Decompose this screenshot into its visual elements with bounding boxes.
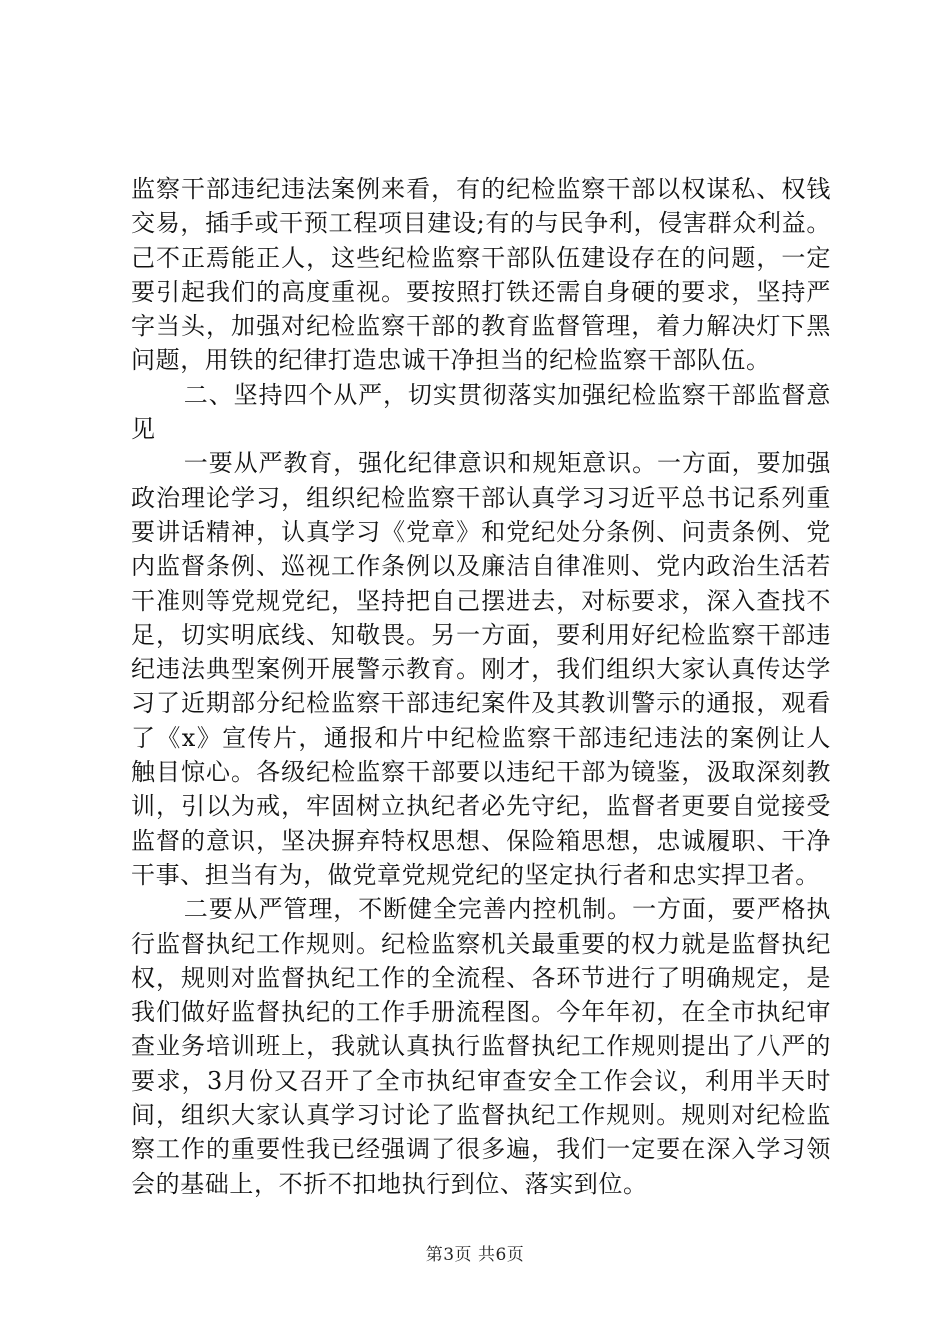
paragraph-strict-management: 二要从严管理，不断健全完善内控机制。一方面，要严格执行监督执纪工作规则。纪检监察机关最重要的权力就是监督执纪权，规则对监督执纪工作的全流程、各环节进行了明确规定，是我们做好监督执纪的工作手册流程图。今年年初，在全市执纪审查业务培训班上，我就认真执行监督执纪工作规则提出了八严的要求，3月份又召开了全市执纪审查安全工作会议，利用半天时间，组织大家认真学习讨论了监督执纪工作规则。规则对纪检监察工作的重要性我已经强调了很多遍，我们一定要在深入学习领会的基础上，不折不扣地执行到位、落实到位。	[131, 895, 831, 1198]
paragraph-1: 监察干部违纪违法案例来看，有的纪检监察干部以权谋私、权钱交易，插手或干预工程项目建设;有的与民争利，侵害群众利益。己不正焉能正人，这些纪检监察干部队伍建设存在的问题，一定要引起我们的高度重视。要按照打铁还需自身硬的要求，坚持严字当头，加强对纪检监察干部的教育监督管理，着力解决灯下黑问题，用铁的纪律打造忠诚干净担当的纪检监察干部队伍。	[131, 175, 831, 375]
paragraph-strict-education: 一要从严教育，强化纪律意识和规矩意识。一方面，要加强政治理论学习，组织纪检监察干部认真学习习近平总书记系列重要讲话精神，认真学习《党章》和党纪处分条例、问责条例、党内监督条例、巡视工作条例以及廉洁自律准则、党内政治生活若干准则等党规党纪，坚持把自己摆进去，对标要求，深入查找不足，切实明底线、知敬畏。另一方面，要利用好纪检监察干部违纪违法典型案例开展警示教育。刚才，我们组织大家认真传达学习了近期部分纪检监察干部违纪案件及其教训警示的通报，观看了《x》宣传片，通报和片中纪检监察干部违纪违法的案例让人触目惊心。各级纪检监察干部要以违纪干部为镜鉴，汲取深刻教训，引以为戒，牢固树立执纪者必先守纪，监督者更要自觉接受监督的意识，坚决摒弃特权思想、保险箱思想，忠诚履职、干净干事、担当有为，做党章党规党纪的坚定执行者和忠实捍卫者。	[131, 449, 831, 889]
page-number-footer: 第3页 共6页	[425, 1245, 525, 1265]
section-heading-2: 二、坚持四个从严，切实贯彻落实加强纪检监察干部监督意见	[131, 380, 831, 444]
document-body	[131, 172, 831, 1201]
